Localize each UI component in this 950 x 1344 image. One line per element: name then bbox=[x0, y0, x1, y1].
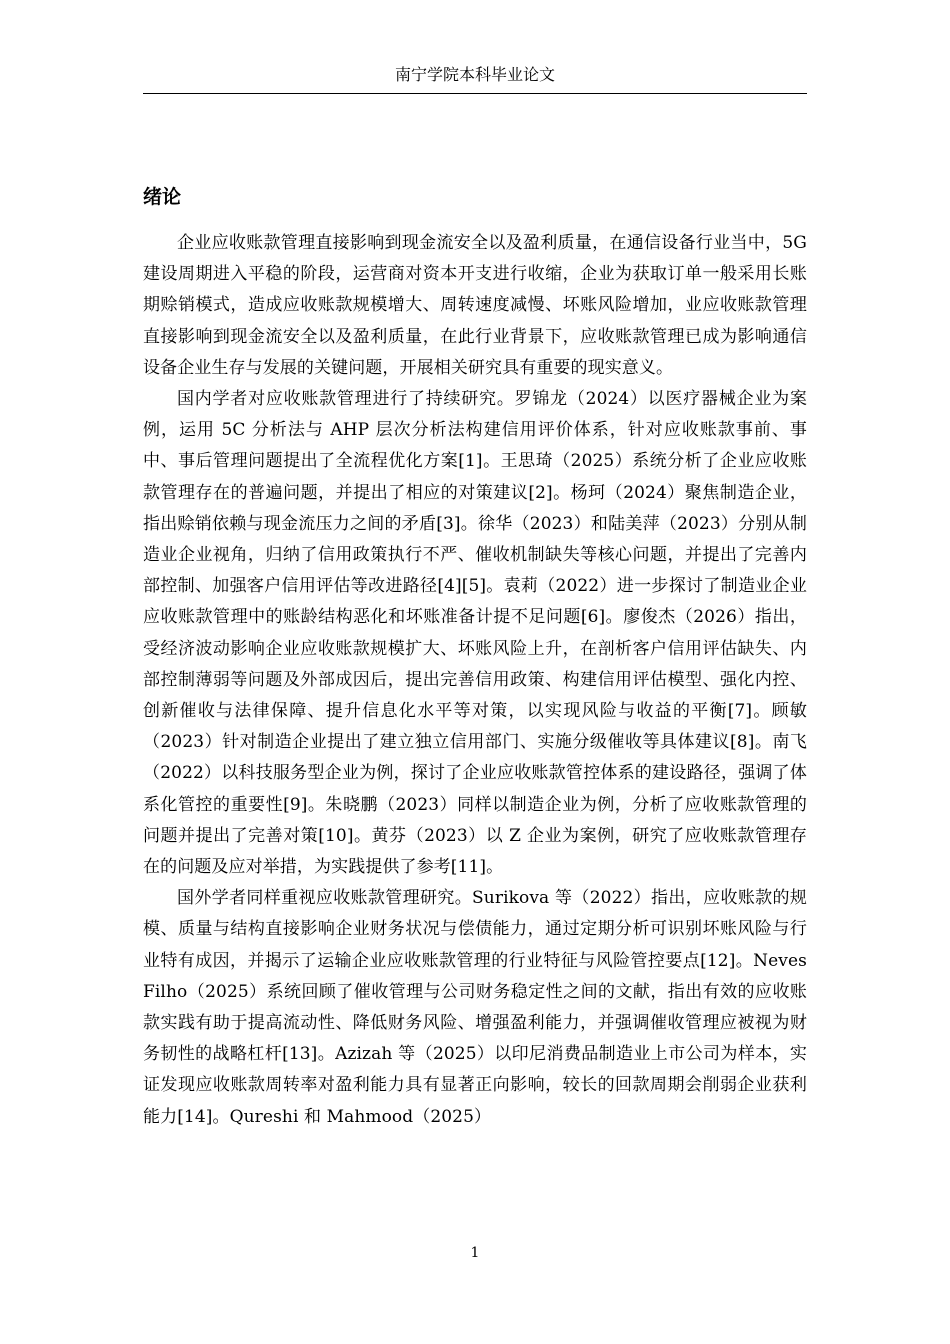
running-header: 南宁学院本科毕业论文 bbox=[394, 65, 555, 84]
body-text bbox=[143, 228, 807, 1133]
page-number: 1 bbox=[470, 1245, 480, 1261]
header-rule bbox=[143, 93, 807, 94]
section-title: 绪论 bbox=[143, 186, 182, 208]
paragraph-foreign-research: 国外学者同样重视应收账款管理研究。Surikova 等（2022）指出，应收账款的规模、质量与结构直接影响企业财务状况与偿债能力，通过定期分析可识别坏账风险与行业特有成因，并揭示了运输企业应收账款管理的行业特征与风险管控要点[12]。Neves Filho（2025）系统回顾了催收管理与公司财务稳定性之间的文献，指出有效的应收账款实践有助于提高流动性、降低财务风险、增强盈利能力，并强调催收管理应被视为财务韧性的战略杠杆[13]。Azizah 等（2025）以印尼消费品制造业上市公司为样本，实证发现应收账款周转率对盈利能力具有显著正向影响，较长的回款周期会削弱企业获利能力[14]。Qureshi 和 Mahmood（2025） bbox=[143, 888, 807, 1127]
paragraph-background: 企业应收账款管理直接影响到现金流安全以及盈利质量，在通信设备行业当中，5G 建设周期进入平稳的阶段，运营商对资本开支进行收缩，企业为获取订单一般采用长账期赊销模式，造成应收账款规模增大、周转速度减慢、坏账风险增加，业应收账款管理直接影响到现金流安全以及盈利质量，在此行业背景下，应收账款管理已成为影响通信设备企业生存与发展的关键问题，开展相关研究具有重要的现实意义。 bbox=[143, 233, 807, 378]
paragraph-domestic-research: 国内学者对应收账款管理进行了持续研究。罗锦龙（2024）以医疗器械企业为案例，运用 5C 分析法与 AHP 层次分析法构建信用评价体系，针对应收账款事前、事中、事后管理问题提出了全流程优化方案[1]。王思琦（2025）系统分析了企业应收账款管理存在的普遍问题，并提出了相应的对策建议[2]。杨珂（2024）聚焦制造企业，指出赊销依赖与现金流压力之间的矛盾[3]。徐华（2023）和陆美萍（2023）分别从制造业企业视角，归纳了信用政策执行不严、催收机制缺失等核心问题，并提出了完善内部控制、加强客户信用评估等改进路径[4][5]。袁莉（2022）进一步探讨了制造业企业应收账款管理中的账龄结构恶化和坏账准备计提不足问题[6]。廖俊杰（2026）指出，受经济波动影响企业应收账款规模扩大、坏账风险上升，在剖析客户信用评估缺失、内部控制薄弱等问题及外部成因后，提出完善信用政策、构建信用评估模型、强化内控、创新催收与法律保障、提升信息化水平等对策，以实现风险与收益的平衡[7]。顾敏（2023）针对制造企业提出了建立独立信用部门、实施分级催收等具体建议[8]。南飞（2022）以科技服务型企业为例，探讨了企业应收账款管控体系的建设路径，强调了体系化管控的重要性[9]。朱晓鹏（2023）同样以制造企业为例，分析了应收账款管理的问题并提出了完善对策[10]。黄芬（2023）以 Z 企业为案例，研究了应收账款管理存在的问题及应对举措，为实践提供了参考[11]。 bbox=[143, 389, 807, 878]
